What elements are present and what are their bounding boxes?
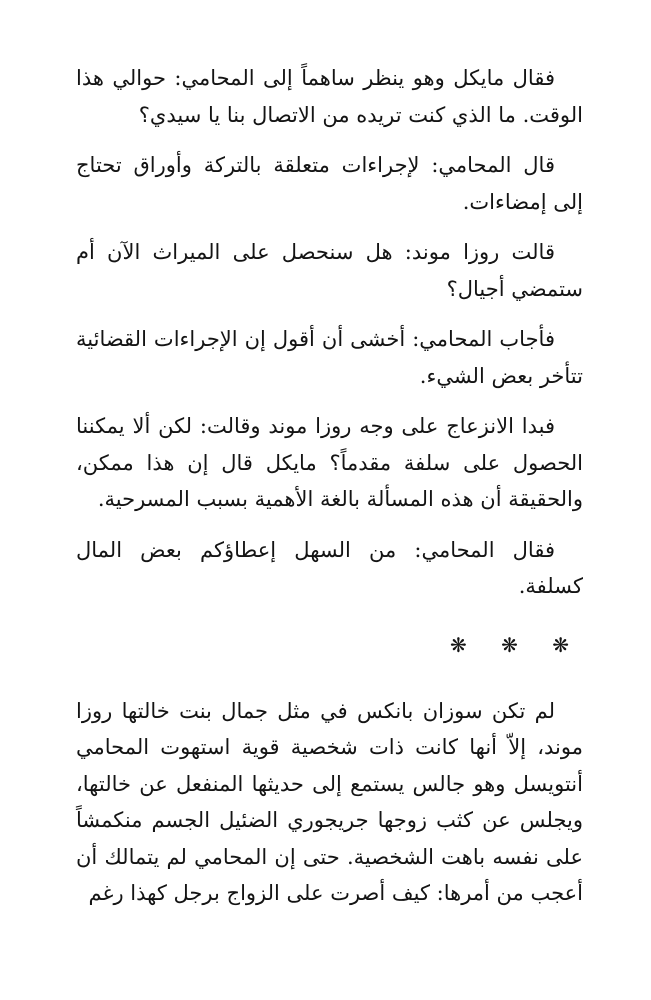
paragraph: لم تكن سوزان بانكس في مثل جمال بنت خالتها روزا موند، إلاّ أنها كانت ذات شخصية قوية استهوت المحامي أنتويسل وهو جالس يستمع إلى حديثها المنفعل عن خالتها، ويجلس عن كثب زوجها جريجوري الضئيل الجسم منكمشاً على نفسه باهت الشخصية. حتى إن المحامي لم يتمالك أن أعجب من أمرها: كيف أصرت على الزواج برجل كهذا رغم bbox=[76, 698, 583, 905]
paragraph: فقال مايكل وهو ينظر ساهماً إلى المحامي: حوالي هذا الوقت. ما الذي كنت تريده من الاتصال بنا يا سيدي؟ bbox=[76, 66, 583, 127]
paragraph: قال المحامي: لإجراءات متعلقة بالتركة وأوراق تحتاج إلى إمضاءات. bbox=[76, 153, 583, 214]
paragraph: قالت روزا موند: هل سنحصل على الميراث الآن أم ستمضي أجيال؟ bbox=[76, 240, 583, 301]
section-separator: ❋ ❋ ❋ bbox=[450, 632, 583, 657]
book-page bbox=[76, 60, 583, 912]
paragraph: فقال المحامي: من السهل إعطاؤكم بعض المال كسلفة. bbox=[76, 537, 583, 598]
paragraph: فبدا الانزعاج على وجه روزا موند وقالت: لكن ألا يمكننا الحصول على سلفة مقدماً؟ مايكل قال إن هذا ممكن، والحقيقة أن هذه المسألة بالغة الأهمية بسبب المسرحية. bbox=[76, 414, 583, 511]
paragraph: فأجاب المحامي: أخشى أن أقول إن الإجراءات القضائية تتأخر بعض الشيء. bbox=[76, 327, 583, 388]
